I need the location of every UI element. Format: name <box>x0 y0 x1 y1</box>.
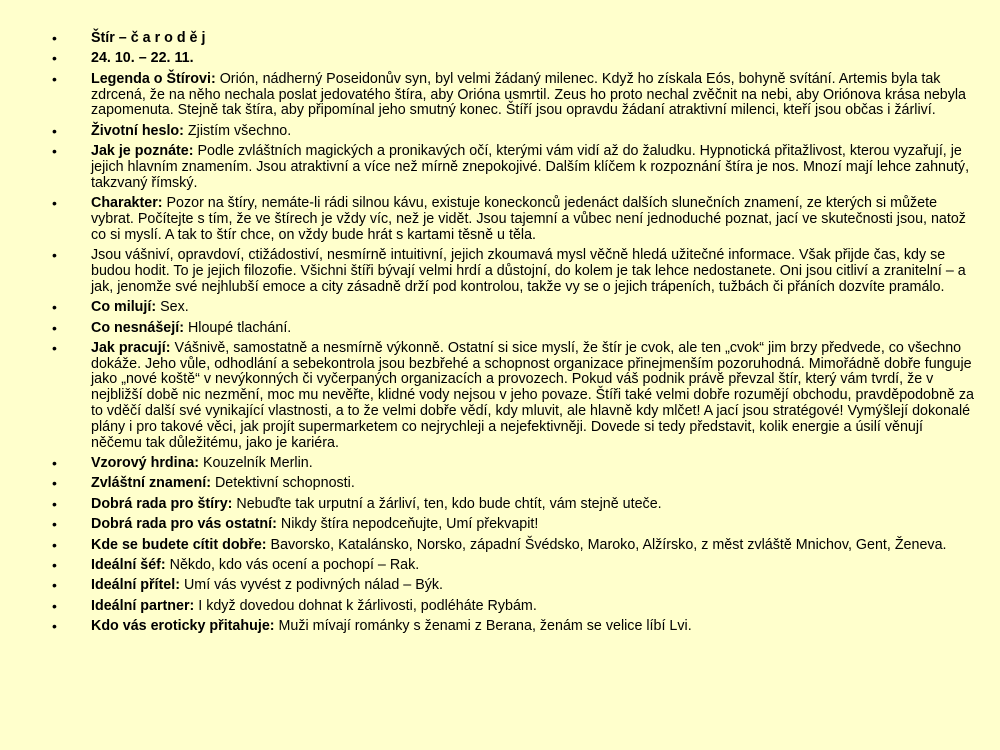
bullet-item-hate <box>0 321 976 337</box>
item-text: Hloupé tlachání. <box>183 319 292 336</box>
bullet-item-partner <box>0 599 976 615</box>
item-label: Životní heslo: <box>91 122 184 139</box>
item-text: Podle zvláštních magických a pronikavých očí, kterými vám vidí až do žaludku. Hypnotická přitažlivost, kterou vyzařují, je jejich hlavním znamením. Jsou atraktivní a více než mírně znepokojivé. Dalším klíčem k rozpoznání štíra je nos. Mnozí mají lehce zahnutý, takzvaný římský. <box>91 143 970 191</box>
bullet-dot-icon: • <box>52 50 57 67</box>
bullet-item-advice-scorpio <box>0 497 976 513</box>
item-text: Nebuďte tak urputní a žárliví, ten, kdo bude chtít, vám stejně uteče. <box>232 495 662 512</box>
bullet-dot-icon: • <box>52 495 57 512</box>
item-text: Pozor na štíry, nemáte-li rádi silnou kávu, existuje koneckonců jedenáct dalších slunečních znamení, ze kterých si můžete vybrat. Počítejte s tím, že ve štírech je vždy víc, než je vidět. Jsou tajemní a vůbec není jednoduché poznat, jací ve skutečnosti jsou, natož co si myslí. A tak to štír chce, on vždy bude hrát s kartami těsně u těla. <box>91 195 966 243</box>
bullet-dot-icon: • <box>52 319 57 336</box>
bullet-dot-icon: • <box>52 577 57 594</box>
item-label: 24. 10. – 22. 11. <box>91 50 194 67</box>
bullet-dot-icon: • <box>52 557 57 574</box>
item-label: Vzorový hrdina: <box>91 455 200 472</box>
item-text: Sex. <box>156 299 189 316</box>
bullet-dot-icon: • <box>52 70 57 87</box>
item-label: Legenda o Štírovi: <box>91 70 216 87</box>
item-label: Charakter: <box>91 195 163 212</box>
item-label: Kdo vás eroticky přitahuje: <box>91 618 275 635</box>
bullet-item-dates <box>0 51 976 67</box>
item-label: Jak je poznáte: <box>91 143 194 160</box>
bullet-item-hero <box>0 456 976 472</box>
item-label: Zvláštní znamení: <box>91 475 211 492</box>
bullet-item-places <box>0 538 976 554</box>
bullet-dot-icon: • <box>52 143 57 160</box>
bullet-item-title <box>0 31 976 47</box>
item-label: Kde se budete cítit dobře: <box>91 536 267 553</box>
bullet-item-character-more <box>0 248 976 295</box>
item-text: Kouzelník Merlin. <box>199 455 313 472</box>
bullet-dot-icon: • <box>52 516 57 533</box>
bullet-item-sign <box>0 476 976 492</box>
item-text: Nikdy štíra nepodceňujte, Umí překvapit! <box>276 516 539 533</box>
bullet-item-legend <box>0 72 976 119</box>
item-text: Vášnivě, samostatně a nesmírně výkonně. Ostatní si sice myslí, že štír je cvok, ale ten „cvok“ jim brzy předvede, co všechno dokáže. Jeho vůle, odhodlání a sebekontrola jsou bezbřehé a schopnost organizace přinejmenším pozoruhodná. Mimořádně dobře funguje jako „nové koště“ v nevýkonných či vyčerpaných organizacích a provozech. Pokud váš podnik právě převzal štír, který vám tvrdí, že v nejbližší době nic nezmění, moc mu nevěřte, klidné vody nejsou v jeho povaze. Štíři také velmi dobře rozumějí obchodu, pravděpodobně za to vděčí další své vynikající vlastnosti, a to že velmi dobře vědí, kdy mluvit, ale hlavně kdy mlčet! A jací jsou stratégové! Vymýšlejí dokonalé plány i pro takové věci, jak projít supermarketem co nejrychleji a nejefektivněji. Dovede si tedy představit, kolik energie a úsilí věnují něčemu tak důležitému, jako je kariéra. <box>91 339 974 451</box>
bullet-dot-icon: • <box>52 247 57 264</box>
bullet-dot-icon: • <box>52 455 57 472</box>
item-label: Dobrá rada pro štíry: <box>91 495 233 512</box>
bullet-dot-icon: • <box>52 597 57 614</box>
bullet-item-love <box>0 300 976 316</box>
bullet-item-advice-others <box>0 517 976 533</box>
item-text: Zjistím všechno. <box>183 122 292 139</box>
bullet-dot-icon: • <box>52 475 57 492</box>
item-label: Ideální šéf: <box>91 557 166 574</box>
bullet-dot-icon: • <box>52 339 57 356</box>
item-label: Jak pracují: <box>91 339 171 356</box>
bullet-item-attraction <box>0 619 976 635</box>
bullet-dot-icon: • <box>52 195 57 212</box>
item-text: Orión, nádherný Poseidonův syn, byl velmi žádaný milenec. Když ho získala Eós, bohyně svítání. Artemis byla tak zdrcená, že na něho nechala poslat jedovatého štíra, aby Orióna usmrtil. Zeus ho proto nechal zvěčnit na nebi, aby Oriónova krása nebyla zapomenuta. Stejně tak štíra, aby připomínal jeho smutný konec. Štíří jsou opravdu žádaní atraktivní milenci, kteří jsou občas i žárliví. <box>91 70 967 119</box>
bullet-item-motto <box>0 124 976 140</box>
bullet-item-work <box>0 341 976 452</box>
item-label: Štír – č a r o d ě j <box>91 30 206 46</box>
bullet-list <box>0 31 976 635</box>
bullet-dot-icon: • <box>52 536 57 553</box>
item-text: Někdo, kdo vás ocení a pochopí – Rak. <box>165 557 420 574</box>
item-label: Dobrá rada pro vás ostatní: <box>91 516 277 533</box>
item-label: Ideální přítel: <box>91 577 180 594</box>
item-text: Jsou vášniví, opravdoví, ctižádostiví, nesmírně intuitivní, jejich zkoumavá mysl věčně hledá užitečné informace. Však přijde čas, kdy se budou hodit. To je jejich filozofie. Všichni štíři bývají velmi hrdí a důstojní, do kolem je tak lehce nedostanete. Oni jsou citliví a zranitelní – a jak, jenomže své nejhlubší emoce a city zásadně drží pod kontrolou, takže vy se o jejich trápeních, tužbách či přáních dozvíte pramálo. <box>91 247 966 295</box>
item-label: Ideální partner: <box>91 597 195 614</box>
bullet-item-friend <box>0 578 976 594</box>
bullet-item-boss <box>0 558 976 574</box>
bullet-dot-icon: • <box>52 299 57 316</box>
item-label: Co milují: <box>91 299 157 316</box>
item-text: I když dovedou dohnat k žárlivosti, podléháte Rybám. <box>194 597 537 614</box>
bullet-dot-icon: • <box>52 30 57 46</box>
bullet-dot-icon: • <box>52 122 57 139</box>
item-text: Detektivní schopnosti. <box>210 475 355 492</box>
item-text: Bavorsko, Katalánsko, Norsko, západní Švédsko, Maroko, Alžírsko, z měst zvláště Mnichov, Gent, Ženeva. <box>266 536 947 553</box>
bullet-dot-icon: • <box>52 618 57 635</box>
bullet-item-character <box>0 196 976 243</box>
bullet-item-recognize <box>0 144 976 191</box>
item-text: Umí vás vyvést z podivných nálad – Býk. <box>179 577 443 594</box>
item-label: Co nesnášejí: <box>91 319 184 336</box>
item-text: Muži mívají románky s ženami z Berana, ženám se velice líbí Lvi. <box>274 618 692 635</box>
